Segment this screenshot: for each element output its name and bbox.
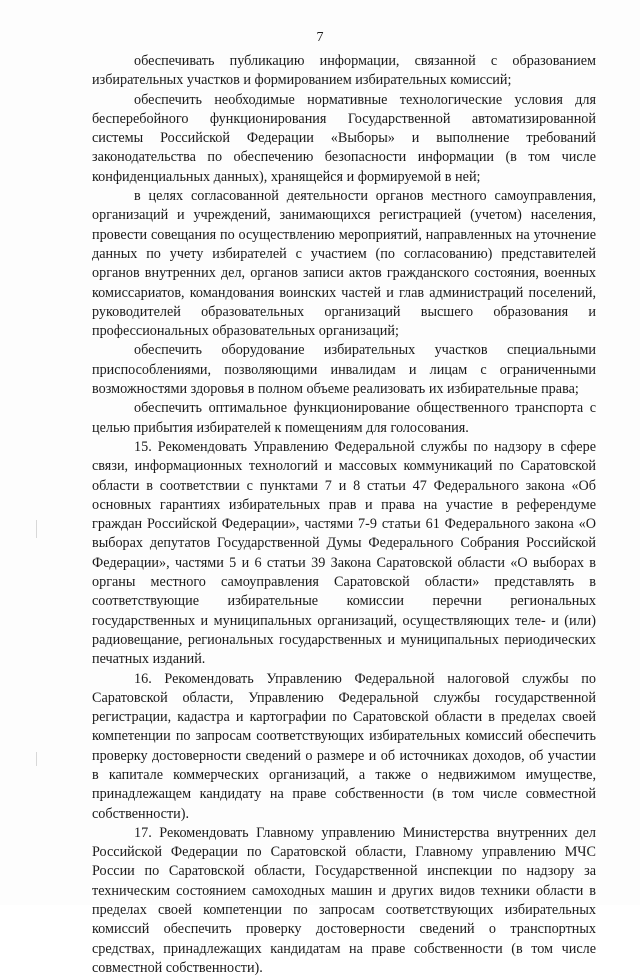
paragraph-item-16: 16. Рекомендовать Управлению Федеральной налоговой службы по Саратовской области, Управлению Федеральной службы государственной регистрации, кадастра и картографии по Саратовской области в пределах своей компетенции по запросам соответствующих избирательных комиссий обеспечить проверку достоверности сведений о размере и об источниках доходов, об участии в капитале коммерческих организаций, а также о недвижимом имуществе, принадлежащем кандидату на праве собственности (в том числе совместной собственности).	[92, 670, 596, 822]
paragraph-item-15: 15. Рекомендовать Управлению Федеральной службы по надзору в сфере связи, информационных технологий и массовых коммуникаций по Саратовской области в соответствии с пунктами 7 и 8 статьи 47 Федерального закона «Об основных гарантиях избирательных прав и права на участие в референдуме граждан Российской Федерации», частями 7-9 статьи 61 Федерального закона «О выборах депутатов Государственной Думы Федерального Собрания Российской Федерации», частями 5 и 6 статьи 39 Закона Саратовской области «О выборах в органы местного самоуправления Саратовской области» представлять в соответствующие избирательные комиссии перечни региональных государственных и муниципальных организаций, осуществляющих теле- и (или) радиовещание, региональных государственных и муниципальных периодических печатных изданий.	[92, 438, 596, 668]
page-number: 7	[316, 30, 324, 45]
paragraph-accessibility: обеспечить оборудование избирательных участков специальными приспособлениями, позволяющими инвалидам и лицам с ограниченными возможностями здоровья в полном объеме реализовать их избирательные права;	[92, 342, 596, 398]
paragraph-publish-info: обеспечивать публикацию информации, связанной с образованием избирательных участков и формированием избирательных комиссий;	[92, 53, 596, 89]
scan-edge-mark	[36, 752, 37, 766]
paragraph-voter-registration-meetings: в целях согласованной деятельности органов местного самоуправления, организаций и учреждений, занимающихся регистрацией (учетом) населения, провести совещания по осуществлению мероприятий, направленных на уточнение данных по учету избирателей с участием (по согласованию) представителей органов внутренних дел, органов записи актов гражданского состояния, военных комиссариатов, командования воинских частей и глав администраций поселений, руководителей образовательных организаций высшего образования и профессиональных образовательных организаций;	[92, 188, 596, 340]
scan-edge-mark	[36, 520, 37, 538]
paragraph-gas-vybory: обеспечить необходимые нормативные технологические условия для бесперебойного функционирования Государственной автоматизированной системы Российской Федерации «Выборы» и выполнение требований законодательства по обеспечению безопасности информации (в том числе конфиденциальных данных), хранящейся и формируемой в ней;	[92, 91, 596, 185]
document-body	[92, 52, 596, 978]
paragraph-transport: обеспечить оптимальное функционирование общественного транспорта с целью прибытия избирателей к помещениям для голосования.	[92, 400, 596, 436]
paragraph-item-17: 17. Рекомендовать Главному управлению Министерства внутренних дел Российской Федерации по Саратовской области, Главному управлению МЧС России по Саратовской области, Государственной инспекции по надзору за техническим состоянием самоходных машин и других видов техники области в пределах своей компетенции по запросам соответствующих избирательных комиссий обеспечить проверку достоверности сведений о транспортных средствах, принадлежащих кандидатам на праве собственности (в том числе совместной собственности).	[92, 824, 596, 976]
